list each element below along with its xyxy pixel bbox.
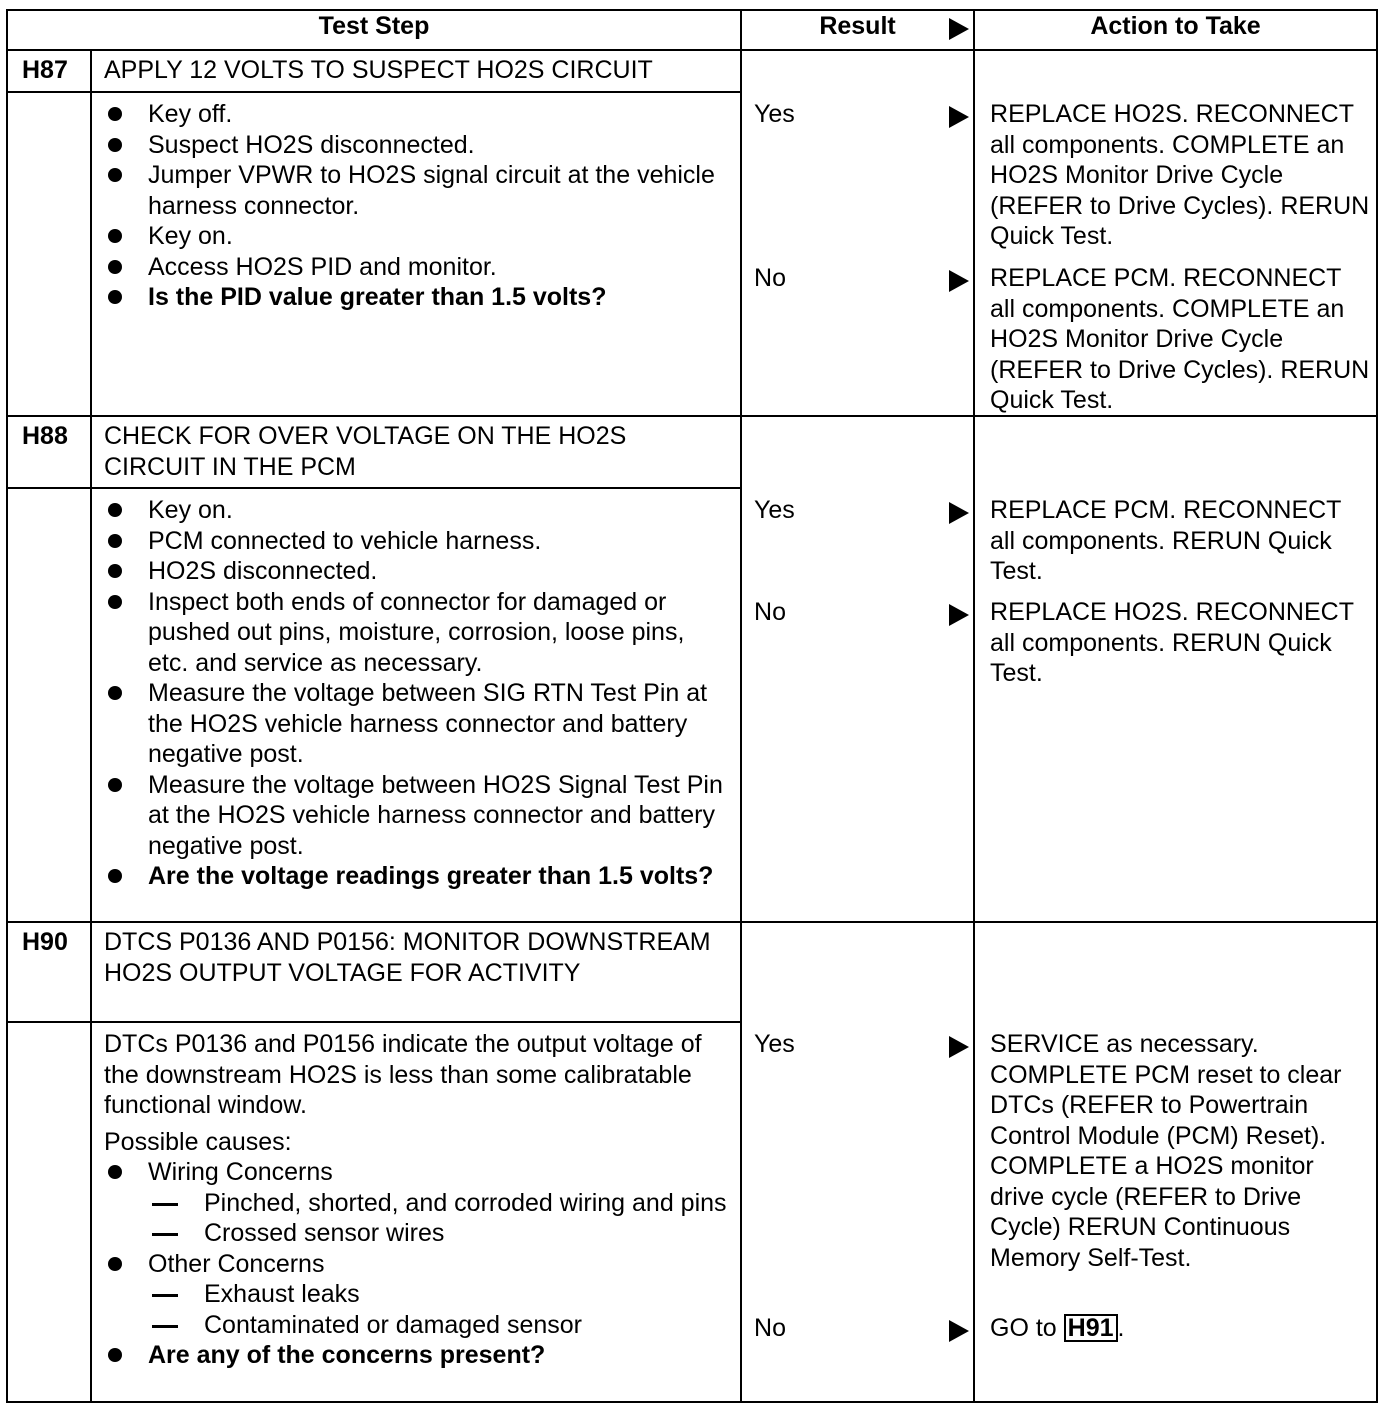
- action-no: [990, 1313, 1370, 1344]
- arrow-right-icon: [949, 604, 969, 626]
- action-no-prefix: GO to: [990, 1314, 1057, 1342]
- step-h90-actions: [974, 922, 1377, 1402]
- bullet-item: Key on.: [104, 221, 730, 252]
- step-id: H88: [7, 416, 91, 488]
- step-reference-link[interactable]: H91: [1064, 1314, 1118, 1342]
- bullet-question: Are the voltage readings greater than 1.5 volts?: [104, 861, 730, 892]
- step-title: CHECK FOR OVER VOLTAGE ON THE HO2S CIRCUIT IN THE PCM: [91, 416, 741, 488]
- result-no: [754, 263, 973, 294]
- cause-item: Exhaust leaks: [148, 1279, 730, 1310]
- bullet-item: Inspect both ends of connector for damaged or pushed out pins, moisture, corrosion, loose pins, etc. and service as necessary.: [104, 587, 730, 679]
- header-test-step: Test Step: [7, 10, 741, 50]
- step-id-spacer: [7, 488, 91, 922]
- action-yes: SERVICE as necessary. COMPLETE PCM reset to clear DTCs (REFER to Powertrain Control Module (PCM) Reset). COMPLETE a HO2S monitor drive cycle (REFER to Drive Cycle) RERUN Continuous Memory Self-Test.: [990, 1030, 1342, 1272]
- bullet-item: PCM connected to vehicle harness.: [104, 526, 730, 557]
- result-no-label: No: [754, 264, 786, 292]
- step-h90-title-row: [7, 922, 1377, 1022]
- result-yes: [754, 495, 973, 526]
- arrow-right-icon: [949, 502, 969, 524]
- bullet-item: Access HO2S PID and monitor.: [104, 252, 730, 283]
- result-no-label: No: [754, 598, 786, 626]
- bullet-item: Measure the voltage between SIG RTN Test Pin at the HO2S vehicle harness connector and battery negative post.: [104, 678, 730, 770]
- step-h87-actions: [974, 50, 1377, 416]
- result-no: [754, 597, 973, 628]
- arrow-right-icon: [949, 270, 969, 292]
- cause-group-name: Other Concerns: [148, 1249, 325, 1278]
- arrow-right-icon: [949, 1320, 969, 1342]
- bullet-item: Measure the voltage between HO2S Signal Test Pin at the HO2S vehicle harness connector and battery negative post.: [104, 770, 730, 862]
- step-h87-title-row: [7, 50, 1377, 92]
- cause-items: [104, 1188, 730, 1249]
- step-body: [91, 488, 741, 922]
- cause-group: [104, 1157, 730, 1249]
- step-title: APPLY 12 VOLTS TO SUSPECT HO2S CIRCUIT: [91, 50, 741, 92]
- step-h87-results: [741, 50, 974, 416]
- cause-item: Contaminated or damaged sensor: [148, 1310, 730, 1341]
- step-intro: DTCs P0136 and P0156 indicate the output voltage of the downstream HO2S is less than some calibratable functional window.: [104, 1030, 702, 1119]
- cause-group-name: Wiring Concerns: [148, 1158, 333, 1186]
- result-no-label: No: [754, 1314, 786, 1342]
- bullet-item: Key on.: [104, 495, 730, 526]
- step-h88-results: [741, 416, 974, 922]
- bullet-item: Key off.: [104, 99, 730, 130]
- cause-item: Crossed sensor wires: [148, 1218, 730, 1249]
- step-h90-results: [741, 922, 974, 1402]
- cause-groups: [104, 1157, 730, 1371]
- bullet-item: Suspect HO2S disconnected.: [104, 130, 730, 161]
- step-h88-title-row: [7, 416, 1377, 488]
- header-result-label: Result: [819, 12, 896, 40]
- result-yes: [754, 99, 973, 130]
- header-row: [7, 10, 1377, 50]
- arrow-right-icon: [949, 106, 969, 128]
- arrow-right-icon: [949, 1036, 969, 1058]
- cause-group: [104, 1249, 730, 1341]
- step-id-spacer: [7, 1022, 91, 1402]
- step-body: [91, 1022, 741, 1402]
- action-yes: REPLACE PCM. RECONNECT all components. RERUN Quick Test.: [990, 496, 1342, 585]
- bullet-question: Is the PID value greater than 1.5 volts?: [104, 282, 730, 313]
- step-bullets: [104, 495, 730, 892]
- step-h88-actions: [974, 416, 1377, 922]
- cause-items: [104, 1279, 730, 1340]
- result-yes-label: Yes: [754, 100, 795, 128]
- cause-item: Pinched, shorted, and corroded wiring and pins: [148, 1188, 730, 1219]
- bullet-item: HO2S disconnected.: [104, 556, 730, 587]
- step-id-spacer: [7, 92, 91, 416]
- step-bullets: [104, 99, 730, 313]
- bullet-item: Jumper VPWR to HO2S signal circuit at the vehicle harness connector.: [104, 160, 730, 221]
- result-yes-label: Yes: [754, 496, 795, 524]
- step-title: DTCS P0136 AND P0156: MONITOR DOWNSTREAM HO2S OUTPUT VOLTAGE FOR ACTIVITY: [91, 922, 741, 1022]
- step-id: H90: [7, 922, 91, 1022]
- result-no: [754, 1313, 973, 1344]
- diagnostic-table: [6, 9, 1378, 1403]
- action-no-suffix: .: [1117, 1314, 1125, 1342]
- action-no: REPLACE HO2S. RECONNECT all components. RERUN Quick Test.: [990, 598, 1354, 687]
- causes-label: Possible causes:: [104, 1127, 292, 1156]
- action-yes: REPLACE HO2S. RECONNECT all components. COMPLETE an HO2S Monitor Drive Cycle (REFER to Drive Cycles). RERUN Quick Test.: [990, 100, 1370, 250]
- action-no: REPLACE PCM. RECONNECT all components. COMPLETE an HO2S Monitor Drive Cycle (REFER to Drive Cycles). RERUN Quick Test.: [990, 264, 1370, 414]
- header-action: Action to Take: [974, 10, 1377, 50]
- arrow-right-icon: [949, 18, 969, 40]
- step-id: H87: [7, 50, 91, 92]
- bullet-question: Are any of the concerns present?: [104, 1340, 730, 1371]
- header-result: [741, 10, 974, 50]
- result-yes-label: Yes: [754, 1030, 795, 1058]
- step-body: [91, 92, 741, 416]
- result-yes: [754, 1029, 973, 1060]
